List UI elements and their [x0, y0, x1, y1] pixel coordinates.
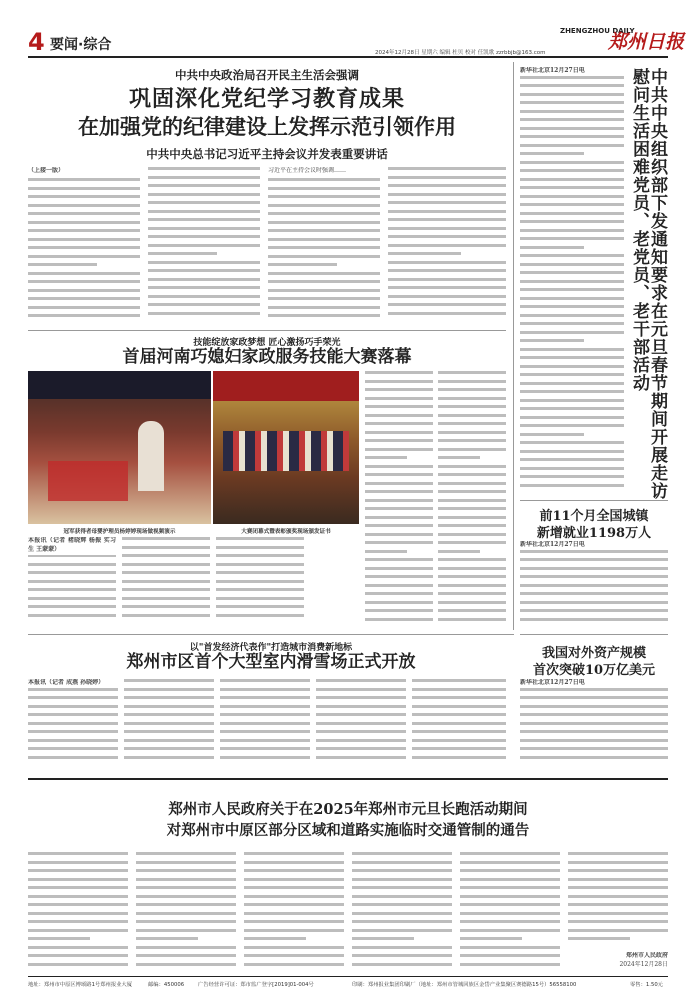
notice-headline-1: 郑州市人民政府关于在2025年郑州市元旦长跑活动期间 — [168, 801, 528, 818]
notice-col-5 — [460, 852, 560, 972]
lead-kicker: 中共中央政治局召开民主生活会强调 — [175, 68, 359, 82]
column-divider — [513, 62, 514, 630]
invest-headline-2: 首次突破10万亿美元 — [532, 663, 656, 678]
rule-center — [28, 634, 514, 635]
paper-cn-name: 郑州日报 — [608, 31, 685, 53]
lead-col-4 — [388, 167, 506, 324]
vertical-dateline: 新华社北京12月27日电 — [520, 67, 624, 76]
footer-price: 零售：1.50元 — [630, 982, 663, 988]
rule-notice — [28, 778, 668, 780]
vertical-headline: 中共中央组织部下发通知要求在元旦春节期间开展走访慰问生活困难党员、老党员、老干部活动 — [629, 68, 667, 500]
contest-col-2 — [122, 537, 210, 629]
contest-kicker: 技能绽放家政梦想 匠心激扬巧手荣光 — [193, 338, 341, 348]
lead-headline-2: 在加强党的纪律建设上发挥示范引领作用 — [78, 114, 456, 139]
paper-en-name: ZHENGZHOU DAILY — [560, 27, 635, 35]
jobs-dateline: 新华社北京12月27日电 — [520, 541, 668, 550]
contest-col-3 — [216, 537, 304, 629]
lead-subtitle: 中共中央总书记习近平主持会议并发表重要讲话 — [146, 147, 388, 161]
vertical-article-body — [520, 67, 624, 497]
photo-contest-demo — [28, 371, 211, 524]
notice-col-2 — [136, 852, 236, 972]
contest-col-4 — [365, 371, 433, 629]
notice-headline-2: 对郑州市中原区部分区域和道路实施临时交通管制的通告 — [166, 822, 530, 839]
rule-jobs — [520, 500, 668, 501]
notice-col-1 — [28, 852, 128, 972]
contest-headline: 首届河南巧媳妇家政服务技能大赛落幕 — [122, 347, 412, 367]
header-meta: 2024年12月28日 星期六 编辑 杜贝 校对 任凯歌 zzrbbjb@163.com — [375, 50, 546, 56]
caption-left: 冠军获得者母婴护理员杨婷婷现场做视频演示 — [63, 529, 176, 535]
lead-body-start: （上接一版） — [28, 167, 65, 174]
caption-right: 大赛闭幕式暨表彰颁奖现场颁发证书 — [241, 529, 331, 535]
center-byline: 本报讯（记者 成燕 孙晓婷） — [28, 679, 118, 688]
footer-rule — [28, 976, 668, 977]
footer-address: 地址：郑州市中原区博颂路1号郑州报业大厦 — [28, 982, 133, 988]
center-col-1 — [28, 679, 118, 771]
rule-invest — [520, 634, 668, 635]
invest-dateline: 新华社北京12月27日电 — [520, 679, 668, 688]
lead-col-3 — [268, 178, 380, 324]
contest-col-5 — [438, 371, 506, 629]
notice-col-3 — [244, 852, 344, 972]
center-kicker: 以"首发经济代表作"打造城市消费新地标 — [189, 643, 353, 653]
page-number: 4 — [28, 28, 45, 56]
lead-body-quote: 习近平在主持会议时强调…… — [268, 167, 347, 174]
center-col-4 — [316, 679, 406, 771]
rule-contest — [28, 330, 506, 331]
photo-contest-award — [213, 371, 359, 524]
lead-headline-1: 巩固深化党纪学习教育成果 — [128, 86, 405, 112]
footer-ad-license: 广告经营许可证：郑市监广登字[2019]01-004号 — [198, 982, 314, 988]
notice-sign-date: 2024年12月28日 — [619, 961, 668, 968]
center-headline: 郑州市区首个大型室内滑雪场正式开放 — [126, 652, 416, 672]
center-col-5 — [412, 679, 506, 771]
invest-body — [520, 679, 668, 771]
notice-sign-org: 郑州市人民政府 — [625, 952, 668, 959]
notice-col-4 — [352, 852, 452, 972]
center-col-3 — [220, 679, 310, 771]
lead-col-2 — [148, 167, 260, 324]
jobs-headline-1: 前11个月全国城镇 — [539, 509, 649, 524]
jobs-body — [520, 541, 668, 629]
header-rule — [28, 56, 668, 58]
contest-byline: 本报讯（记者 褚晓辉 杨振 实习生 王蒙蒙） — [28, 537, 116, 553]
notice-col-6 — [568, 852, 668, 948]
footer-postcode: 邮编：450006 — [148, 982, 185, 988]
footer-printer: 印刷：郑州报业集团印刷厂（地址：郑州市管城回族区金岱产业集聚区赛德路15号）56558100 — [352, 982, 577, 988]
center-col-2 — [124, 679, 214, 771]
section-title: 要闻·综合 — [50, 37, 112, 53]
invest-headline-1: 我国对外资产规模 — [541, 646, 646, 661]
lead-col-1 — [28, 178, 140, 324]
jobs-headline-2: 新增就业1198万人 — [536, 526, 652, 541]
